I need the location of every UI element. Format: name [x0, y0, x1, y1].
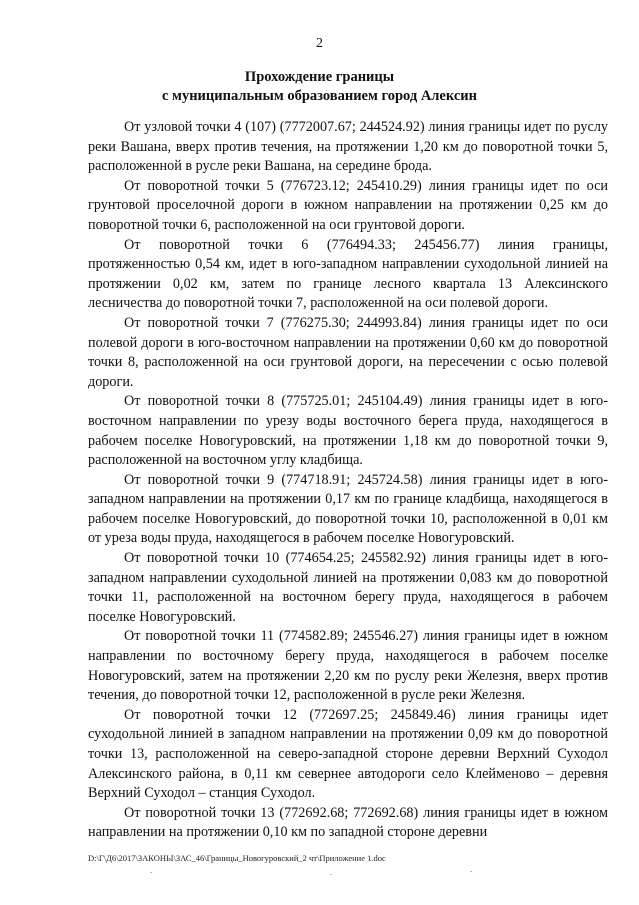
heading-line-1: Прохождение границы — [244, 69, 395, 85]
paragraph: От поворотной точки 12 (772697.25; 245849.46) линия границы идет суходольной линией в западном направлении на протяжении 0,09 км до поворотной точки 13, расположенной на северо-западной стороне деревни Верхний Суходол Алексинского района, в 0,11 км севернее автодороги село Клейменово – деревня Верхний Суходол – станция Суходол. — [88, 706, 608, 802]
paragraph: От поворотной точки 10 (774654.25; 245582.92) линия границы идет в юго-западном направлении суходольной линией на протяжении 0,083 км до поворотной точки 11, расположенной на восточном берегу пруда, находящегося в рабочем поселке Новогуровский. — [88, 550, 608, 625]
paragraph: От поворотной точки 13 (772692.68; 772692.68) линия границы идет в южном направлении на протяжении 0,10 км по западной стороне деревни — [88, 804, 608, 841]
paragraph: От поворотной точки 7 (776275.30; 244993.84) линия границы идет по оси полевой дороги в юго-восточном направлении на протяжении 0,60 км до поворотной точки 8, расположенной на оси грунтовой дороги, на пересечении с осью полевой дороги. — [88, 314, 608, 390]
scan-artifact — [330, 874, 332, 875]
scan-artifact — [150, 872, 152, 873]
paragraph: От поворотной точки 6 (776494.33; 245456.77) линия границы, протяженностью 0,54 км, идет в юго-западном направлении суходольной линией на протяжении 0,02 км, затем по границе лесного квартала 13 Алексинского лесничества до поворотной точки 7, расположенной на оси полевой дороги. — [88, 236, 608, 312]
paragraph: От поворотной точки 9 (774718.91; 245724.58) линия границы идет в юго-западном направлении на протяжении 0,17 км по границе кладбища, находящегося в рабочем поселке Новогуровский, до поворотной точки 10, расположенной в 0,01 км от уреза воды пруда, находящегося в рабочем поселке Новогуровский. — [88, 471, 608, 547]
heading-line-2: с муниципальным образованием город Алексин — [162, 88, 477, 104]
section-heading — [0, 68, 639, 106]
paragraph: От поворотной точки 5 (776723.12; 245410.29) линия границы идет по оси грунтовой проселочной дороги в южном направлении на протяжении 0,25 км до поворотной точки 6, расположенной на оси грунтовой дороги. — [88, 177, 608, 233]
document-body — [88, 118, 608, 843]
paragraph: От узловой точки 4 (107) (7772007.67; 244524.92) линия границы идет по руслу реки Вашана, вверх против течения, на протяжении 1,20 км до поворотной точки 5, расположенной в русле реки Вашана, на середине брода. — [88, 119, 608, 175]
scan-artifact — [470, 871, 472, 872]
page-number: 2 — [316, 36, 323, 51]
paragraph: От поворотной точки 8 (775725.01; 245104.49) линия границы идет в юго-восточном направлении по урезу воды восточного берега пруда, находящегося в рабочем поселке Новогуровский, на протяжении 1,18 км до поворотной точки 9, расположенной на восточном углу кладбища. — [88, 393, 608, 469]
file-path-footer: D:\Г\Д6\2017\ЗАКОНЫ\ЗАС_46\Границы_Новогуровский_2 чт\Приложение 1.doc — [88, 853, 386, 863]
paragraph: От поворотной точки 11 (774582.89; 245546.27) линия границы идет в южном направлении по восточному берегу пруда, находящегося в рабочем поселке Новогуровский, затем на протяжении 2,20 км по руслу реки Железня, вверх против течения, до поворотной точки 12, расположенной в русле реки Железня. — [88, 628, 608, 704]
